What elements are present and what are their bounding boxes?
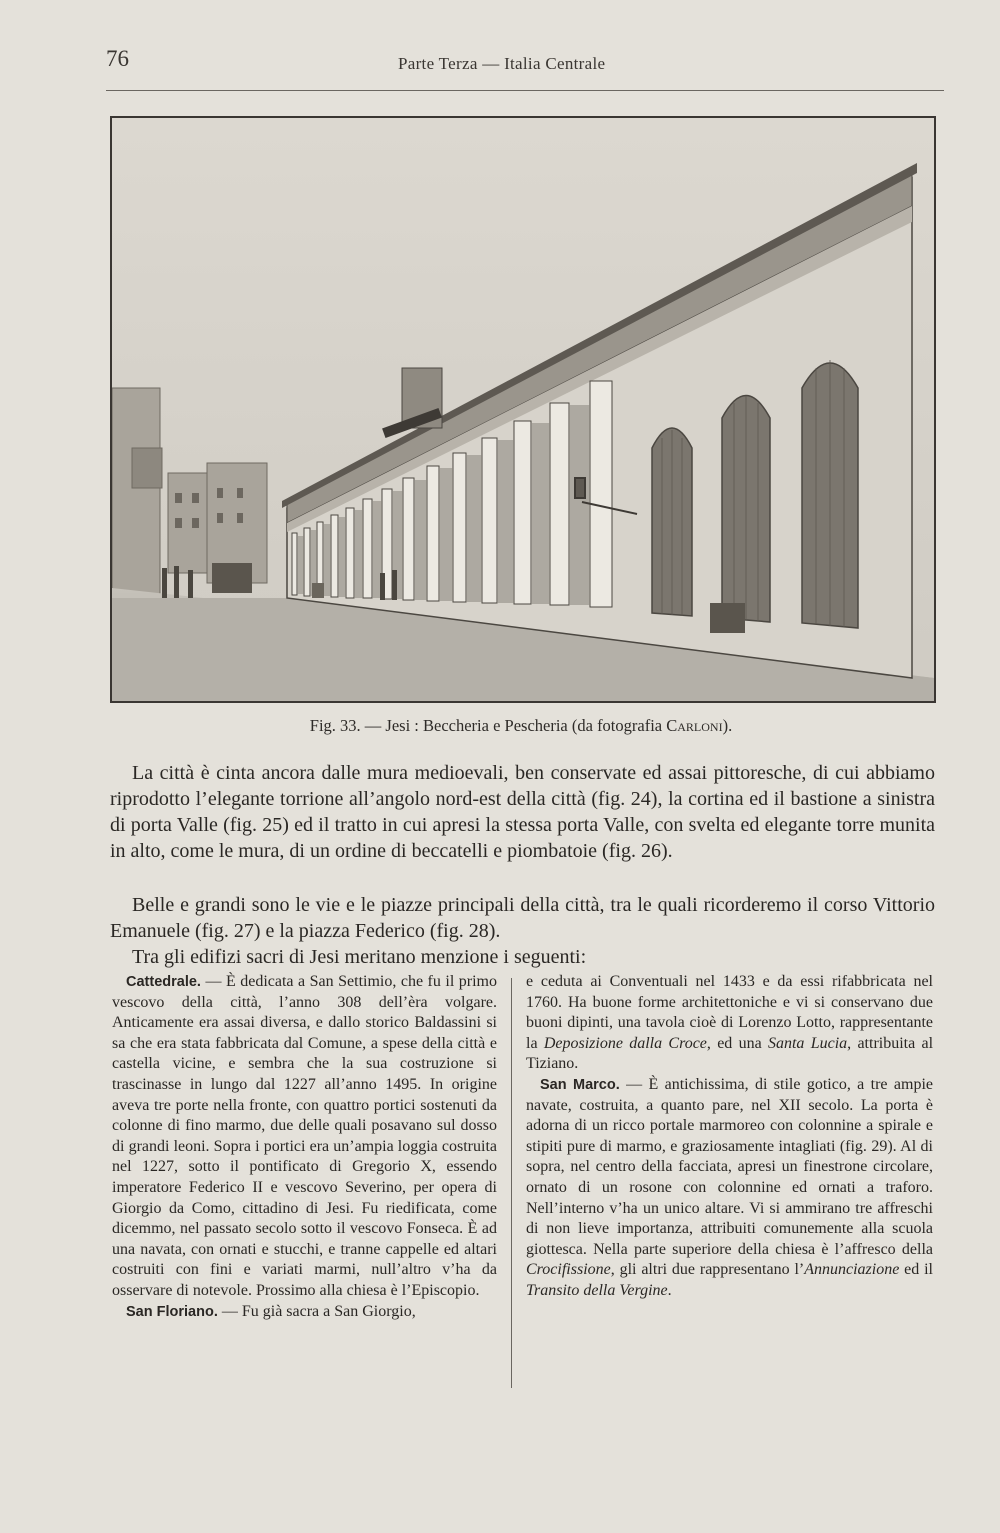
intro-paragraph-streets: Belle e grandi sono le vie e le piazze principali della città, tra le quali ricorderemo il corso Vittorio Emanuele (fig. 27) e la piazza Federico (fig. 28). — [110, 894, 935, 942]
transito-title: Transito della Vergine — [526, 1281, 668, 1299]
caption-credit: Carloni — [666, 716, 723, 735]
floriano-heading: San Floriano. — [126, 1303, 218, 1320]
cattedrale-entry — [112, 972, 497, 1302]
page-number: 76 — [106, 46, 129, 71]
san-marco-text-2: , gli altri due rappresentano l’ — [610, 1261, 805, 1279]
figure-photo — [110, 116, 936, 703]
running-title: Parte Terza — Italia Centrale — [398, 54, 606, 73]
floriano-cont-text-2: , ed una — [706, 1034, 768, 1052]
caption-suffix: ). — [722, 716, 733, 735]
figure-caption — [110, 716, 932, 736]
floriano-cont-text-3: , attribuita al Tiziano. — [526, 1034, 934, 1073]
deposizione-title: Deposizione dalla Croce — [543, 1034, 707, 1052]
crocifissione-title: Crocifissione — [526, 1261, 611, 1279]
san-marco-entry — [526, 1075, 933, 1302]
san-marco-heading: San Marco. — [540, 1076, 620, 1093]
left-column — [112, 972, 497, 1322]
floriano-continuation — [526, 972, 933, 1075]
san-marco-text-1: — È antichissima, di stile gotico, a tre ampie navate, costruita, a quanto pare, nel XII secolo. La porta è adorna di un ricco portale marmoreo con colonnine a spirale e stipiti pure di marmo, e graziosamente intagliati (fig. 29). Al di sopra, nel centro della facciata, apresi un finestrone circolare, ornato di un rosone con colonnine ed ornati a traforo. Nell’interno v’ha un unico altare. Vi si ammirano tre affreschi di non lieve importanza, attribuiti comunemente alla scuola giottesca. Nella parte superiore della chiesa è l’affresco della — [526, 1075, 933, 1258]
annunciazione-title: Annunciazione — [804, 1261, 900, 1279]
intro-paragraph-churches: Tra gli edifizi sacri di Jesi meritano menzione i seguenti: — [132, 946, 587, 968]
floriano-text: — Fu già sacra a San Giorgio, — [217, 1302, 416, 1320]
san-marco-text-4: . — [667, 1281, 672, 1299]
colonnade-illustration — [112, 118, 934, 701]
column-divider — [511, 978, 512, 1388]
cattedrale-heading: Cattedrale. — [126, 974, 201, 990]
right-column — [526, 972, 933, 1302]
santa-lucia-title: Santa Lucia — [767, 1034, 848, 1052]
intro-paragraph-walls: La città è cinta ancora dalle mura medioevali, ben conservate ed assai pittoresche, di cui abbiamo riprodotto l’elegante torrione all’angolo nord-est della città (fig. 24), la cortina ed il bastione a sinistra di porta Valle (fig. 25) ed il tratto in cui apresi la stessa porta Valle, con svelta ed elegante torre munita in alto, come le mura, di un ordine di beccatelli e piombatoie (fig. 26). — [110, 762, 935, 862]
caption-text: Fig. 33. — Jesi : Beccheria e Pescheria (da fotografia — [309, 716, 663, 735]
header-rule — [106, 90, 944, 91]
floriano-cont-text-1: e ceduta ai Conventuali nel 1433 e da essi rifabbricata nel 1760. Ha buone forme architettoniche e vi si conservano due buoni dipinti, una tavola cioè di Lorenzo Lotto, rappresentante la — [526, 973, 933, 1052]
cattedrale-text: — È dedicata a San Settimio, che fu il primo vescovo della città, l’anno 308 dell’èra volgare. Anticamente era assai diversa, e dallo storico Baldassini si sa che era stata fabbricata dal Comune, a spese della città e castella vicine, e sembra che la sua costruzione si trascinasse in lungo dal 1227 all’anno 1495. In origine aveva tre porte nella fronte, con quattro portici sostenuti da colonne di fino marmo, due delle quali posavano sul dosso di grandi leoni. Sopra i portici era un’ampia loggia costruita nel 1227, sotto il pontificato di Gregorio X, essendo imperatore Federico II e vescovo Severino, per opera di Giorgio da Como, cittadino di Jesi. Fu riedificata, come dicemmo, nel passato secolo sotto il vescovo Fonseca. È ad una navata, con ornati e stucchi, e tranne cappelle ed altari costruiti con fini e variati marmi, null’altro v’ha da osservare di notevole. Prossimo alla chiesa è l’Episcopio. — [112, 973, 497, 1299]
san-marco-text-3: ed il — [899, 1261, 934, 1279]
floriano-entry — [112, 1302, 497, 1323]
